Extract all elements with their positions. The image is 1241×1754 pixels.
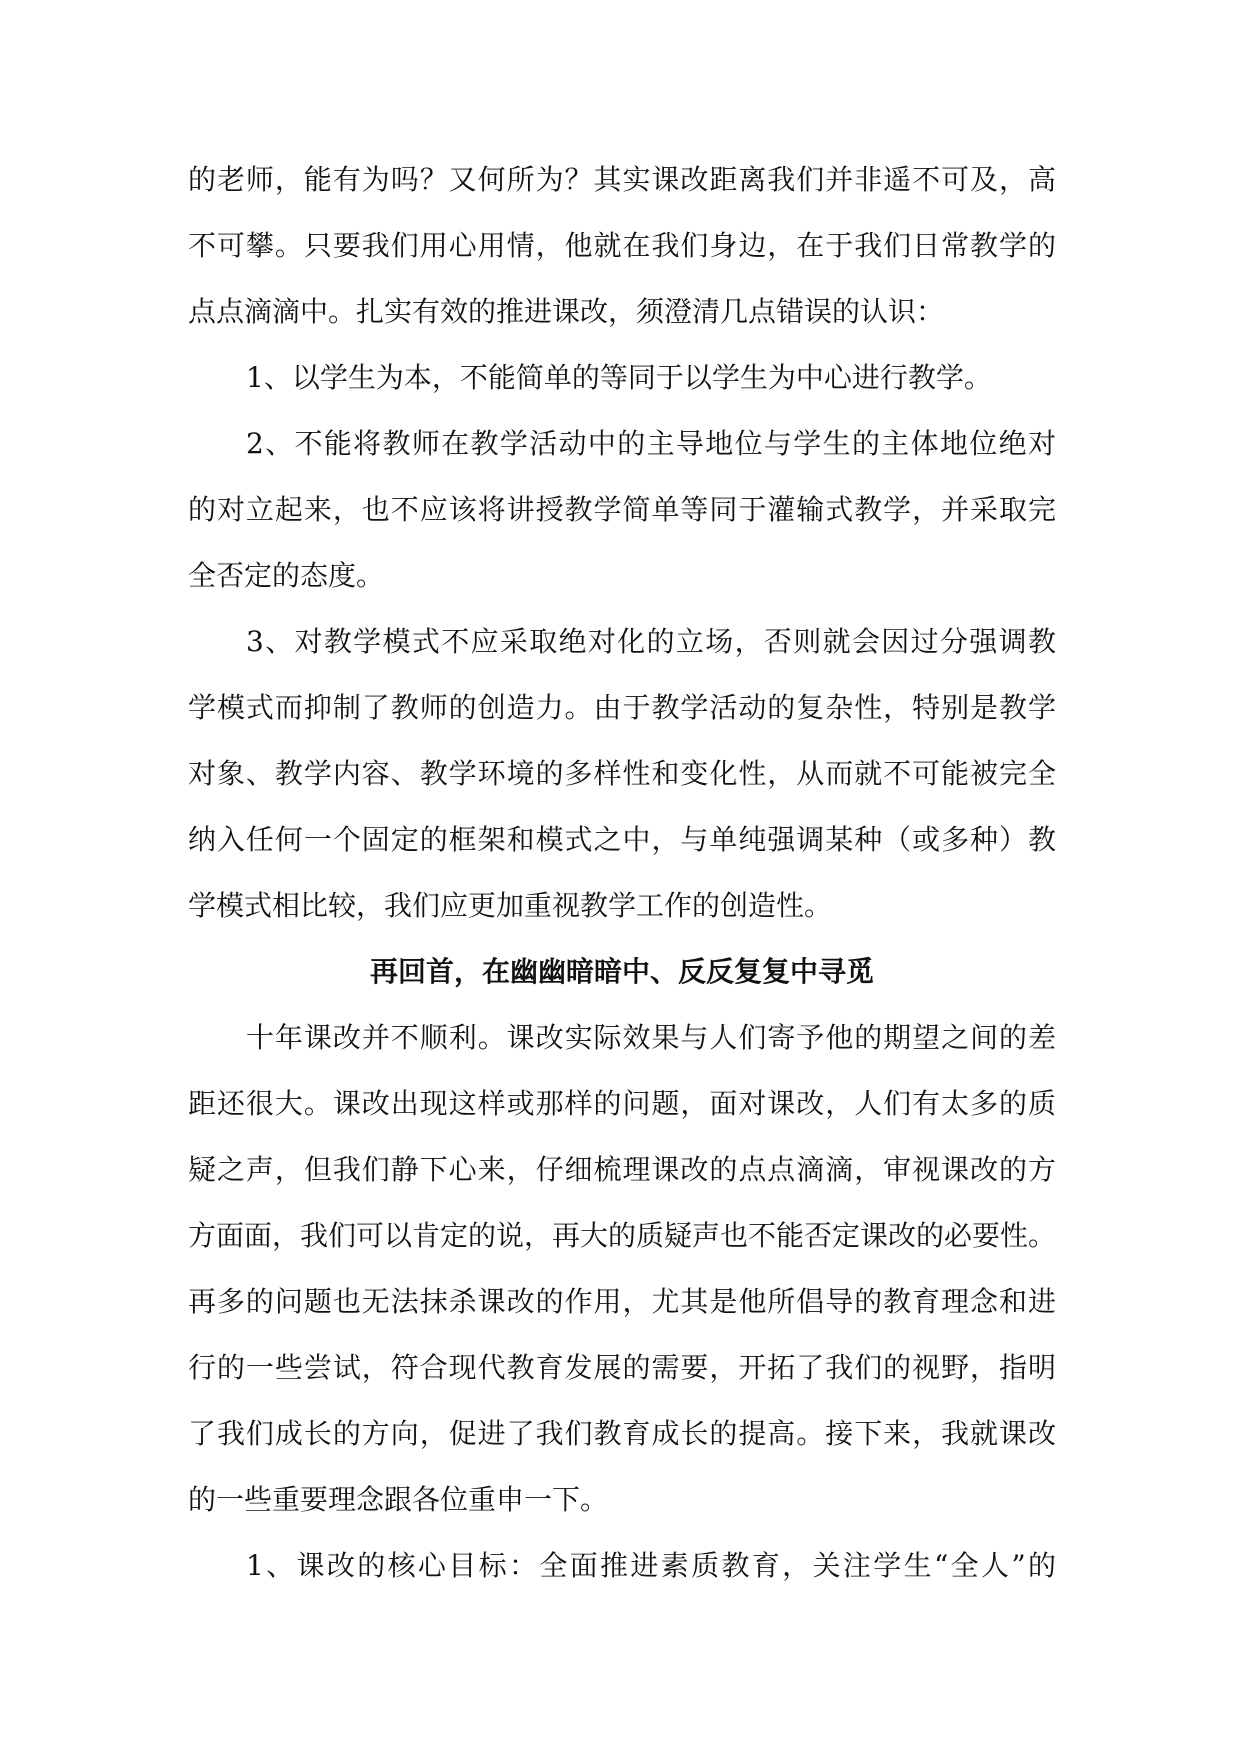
list-item-3-line-2: 学模式而抑制了教师的创造力。由于教学活动的复杂性，特别是教学	[188, 691, 1056, 724]
paragraph-1-line-2: 不可攀。只要我们用心用情，他就在我们身边，在于我们日常教学的	[188, 229, 1056, 262]
list-item-3-line-3: 对象、教学内容、教学环境的多样性和变化性，从而就不可能被完全	[188, 757, 1056, 790]
paragraph-2-line-4: 方面面，我们可以肯定的说，再大的质疑声也不能否定课改的必要性。	[188, 1219, 1057, 1252]
list-item-2-line-3: 全否定的态度。	[188, 559, 385, 592]
section-heading: 再回首，在幽幽暗暗中、反反复复中寻觅	[369, 955, 874, 988]
paragraph-1-line-1: 的老师，能有为吗？又何所为？其实课改距离我们并非遥不可及，高	[188, 163, 1056, 196]
list-item-3-line-4: 纳入任何一个固定的框架和模式之中，与单纯强调某种（或多种）教	[188, 823, 1056, 856]
paragraph-2-line-6: 行的一些尝试，符合现代教育发展的需要，开拓了我们的视野，指明	[188, 1351, 1056, 1384]
list-item-2-line-2: 的对立起来，也不应该将讲授教学简单等同于灌输式教学，并采取完	[188, 493, 1056, 526]
paragraph-2-line-5: 再多的问题也无法抹杀课改的作用，尤其是他所倡导的教育理念和进	[188, 1285, 1056, 1318]
paragraph-2-line-2: 距还很大。课改出现这样或那样的问题，面对课改，人们有太多的质	[188, 1087, 1056, 1120]
list-item-2-line-1: 2、不能将教师在教学活动中的主导地位与学生的主体地位绝对	[246, 427, 1056, 460]
paragraph-2-line-8: 的一些重要理念跟各位重申一下。	[188, 1483, 609, 1516]
list-item-1-line-1: 1、以学生为本，不能简单的等同于以学生为中心进行教学。	[246, 361, 992, 394]
paragraph-2-line-7: 了我们成长的方向，促进了我们教育成长的提高。接下来，我就课改	[188, 1417, 1056, 1450]
paragraph-1-line-3: 点点滴滴中。扎实有效的推进课改，须澄清几点错误的认识：	[188, 295, 945, 328]
list-item-3-line-1: 3、对教学模式不应采取绝对化的立场，否则就会因过分强调教	[246, 625, 1056, 658]
list-item-4-line-1: 1、课改的核心目标：全面推进素质教育，关注学生“全人”的	[246, 1549, 1056, 1582]
paragraph-2-line-3: 疑之声，但我们静下心来，仔细梳理课改的点点滴滴，审视课改的方	[188, 1153, 1056, 1186]
paragraph-2-line-1: 十年课改并不顺利。课改实际效果与人们寄予他的期望之间的差	[246, 1021, 1056, 1054]
list-item-3-line-5: 学模式相比较，我们应更加重视教学工作的创造性。	[188, 889, 833, 922]
